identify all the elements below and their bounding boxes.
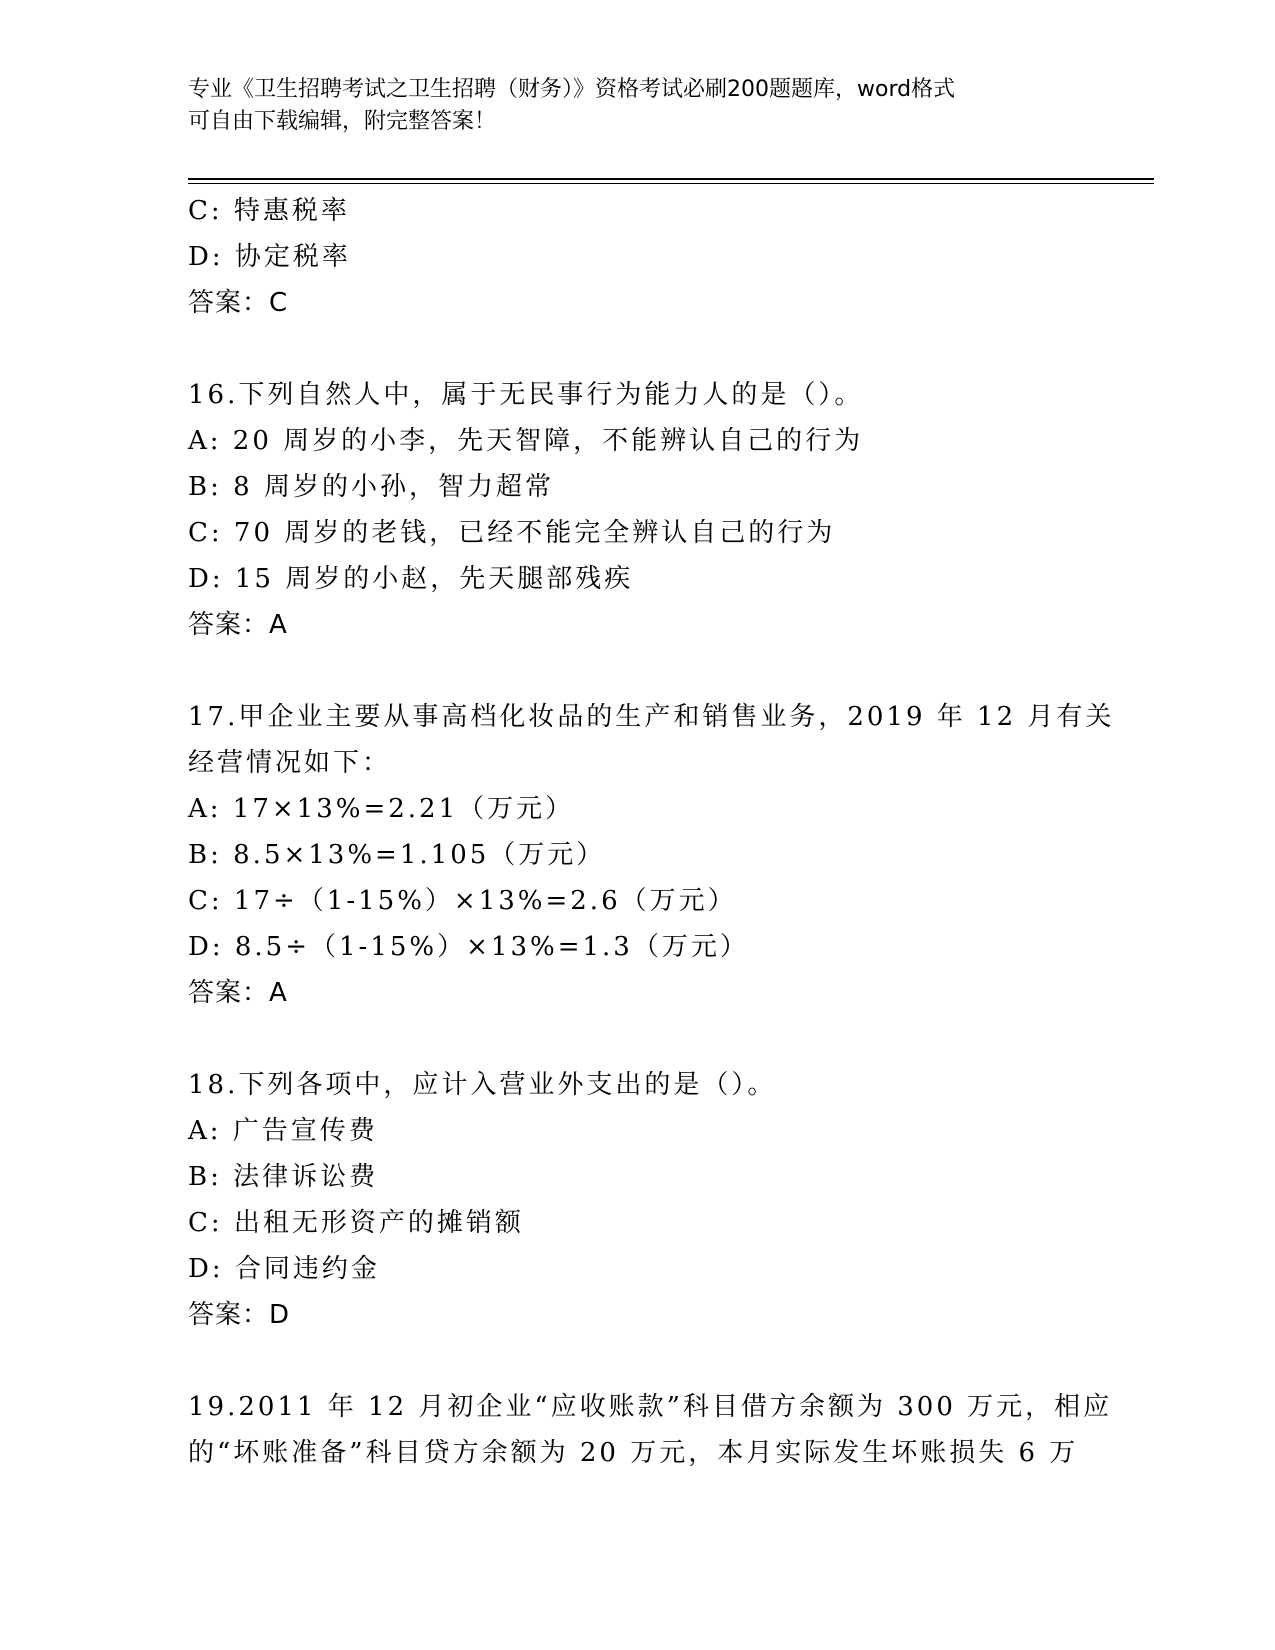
option-a: A: 20 周岁的小李，先天智障，不能辨认自己的行为 [188,426,864,456]
header-divider-thick [188,178,1154,180]
question-text-line-2: 经营情况如下： [188,748,392,778]
question-text: 18.下列各项中，应计入营业外支出的是（）。 [188,1070,777,1100]
option-d: D: 15 周岁的小赵，先天腿部残疾 [188,564,634,594]
option-d: D: 8.5÷（1-15%）×13%=1.3（万元） [188,932,749,962]
question-list [188,188,1115,1476]
header-line-2: 可自由下载编辑，附完整答案！ [188,109,497,134]
question-block-19 [188,1384,1113,1476]
header-divider-thin [188,183,1154,184]
answer-line: 答案：D [188,1300,291,1330]
option-c: C: 特惠税率 [188,196,350,226]
option-b: B: 8 周岁的小孙，智力超常 [188,472,554,502]
question-text-line-2: 的“坏账准备”科目贷方余额为 20 万元，本月实际发生坏账损失 6 万 [188,1438,1079,1468]
document-header [188,74,1088,138]
header-line-1: 专业《卫生招聘考试之卫生招聘（财务）》资格考试必刷200题题库，word格式 [188,77,956,102]
option-b: B: 8.5×13%=1.105（万元） [188,840,606,870]
answer-line: 答案：C [188,288,289,318]
option-c: C: 17÷（1-15%）×13%=2.6（万元） [188,886,737,916]
spacer [188,1016,1078,1062]
spacer [188,1338,1078,1384]
question-block-15 [188,188,1078,326]
option-d: D: 协定税率 [188,242,351,272]
question-text-line-1: 19.2011 年 12 月初企业“应收账款”科目借方余额为 300 万元，相应 [188,1392,1113,1422]
question-text-line-1: 17.甲企业主要从事高档化妆品的生产和销售业务，2019 年 12 月有关 [188,702,1115,732]
answer-line: 答案：A [188,978,288,1008]
option-a: A: 17×13%=2.21（万元） [188,794,575,824]
question-text: 16.下列自然人中，属于无民事行为能力人的是（）。 [188,380,864,410]
option-b: B: 法律诉讼费 [188,1162,379,1192]
question-block-17 [188,694,1115,1016]
question-block-18 [188,1062,1078,1338]
answer-line: 答案：A [188,610,288,640]
spacer [188,326,1078,372]
option-c: C: 70 周岁的老钱，已经不能完全辨认自己的行为 [188,518,836,548]
spacer [188,648,1078,694]
option-d: D: 合同违约金 [188,1254,380,1284]
question-block-16 [188,372,1078,648]
option-c: C: 出租无形资产的摊销额 [188,1208,524,1238]
option-a: A: 广告宣传费 [188,1116,378,1146]
